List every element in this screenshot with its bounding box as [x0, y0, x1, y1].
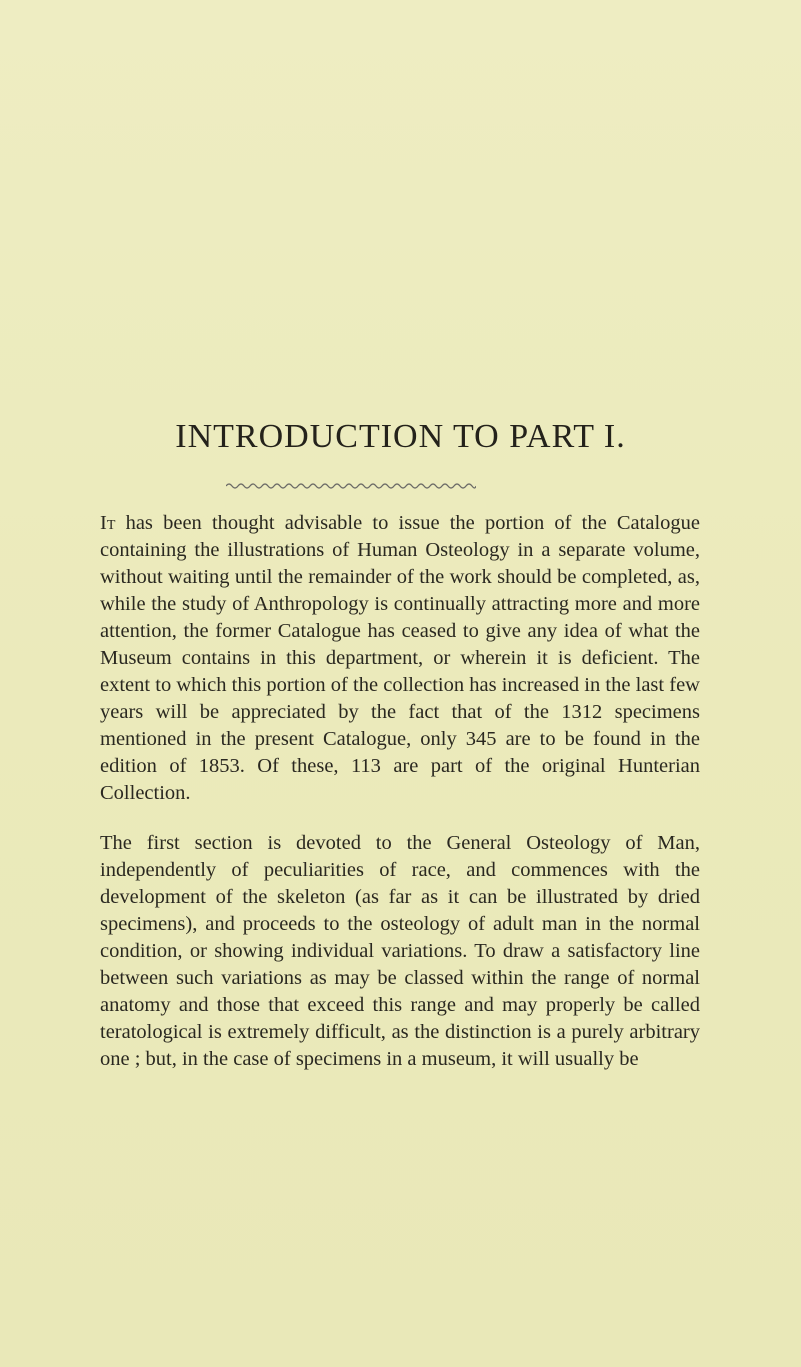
- paragraph-1: [100, 510, 700, 807]
- body-text: [100, 510, 700, 1073]
- wavy-rule-ornament: [226, 480, 476, 492]
- paragraph-2: [100, 830, 700, 1073]
- paragraph-1-lead-word: It: [100, 512, 116, 534]
- paragraph-1-text: has been thought advisable to issue the portion of the Catalogue containing the illustrations of Human Osteology in a separate volume, without waiting until the remainder of the work should be completed, as, while the study of Anthropology is continually attracting more and more attention, the former Catalogue has ceased to give any idea of what the Museum contains in this department, or wherein it is deficient. The extent to which this portion of the collection has increased in the last few years will be appreciated by the fact that of the 1312 specimens mentioned in the present Catalogue, only 345 are to be found in the edition of 1853. Of these, 113 are part of the original Hunterian Collection.: [100, 512, 700, 804]
- page-title: INTRODUCTION TO PART I.: [175, 418, 626, 455]
- paragraph-2-text: The first section is devoted to the General Osteology of Man, independently of peculiarities of race, and commences with the development of the skeleton (as far as it can be illustrated by dried specimens), and proceeds to the osteology of adult man in the normal condition, or showing individual variations. To draw a satisfactory line between such variations as may be classed within the range of normal anatomy and those that exceed this range and may properly be called teratological is extremely difficult, as the distinction is a purely arbitrary one ; but, in the case of specimens in a museum, it will usually be: [100, 832, 700, 1070]
